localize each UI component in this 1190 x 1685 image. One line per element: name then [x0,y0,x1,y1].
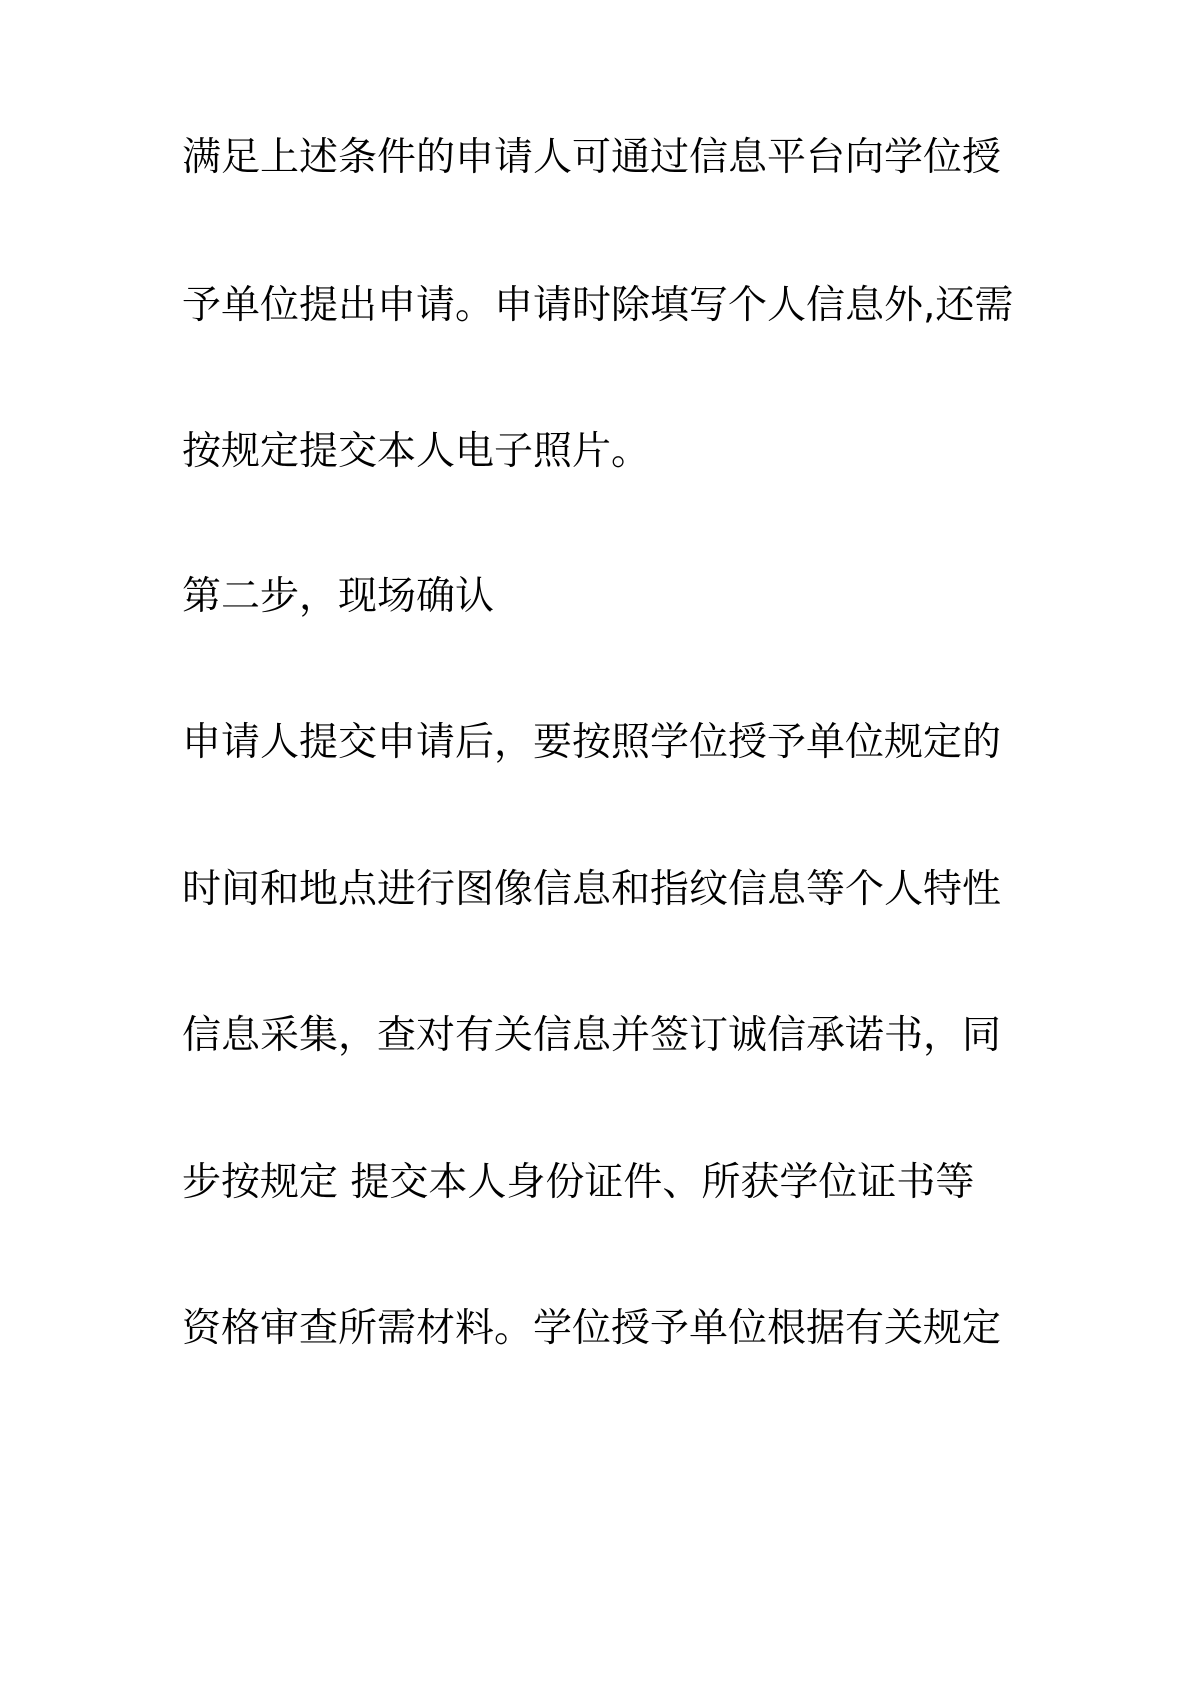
section-heading: 第二步，现场确认 [182,574,495,619]
paragraph-line: 予单位提出申请。申请时除填写个人信息外,还需 [182,283,1014,328]
paragraph-line: 时间和地点进行图像信息和指纹信息等个人特性 [182,867,1002,912]
paragraph-line: 申请人提交申请后，要按照学位授予单位规定的 [182,720,1002,765]
paragraph-line: 满足上述条件的申请人可通过信息平台向学位授 [182,135,1002,180]
paragraph-line: 按规定提交本人电子照片。 [182,429,651,474]
paragraph-line: 信息采集，查对有关信息并签订诚信承诺书，同 [182,1013,1002,1058]
paragraph-line: 资格审查所需材料。学位授予单位根据有关规定 [182,1306,1002,1351]
paragraph-line: 步按规定 提交本人身份证件、所获学位证书等 [182,1160,975,1205]
